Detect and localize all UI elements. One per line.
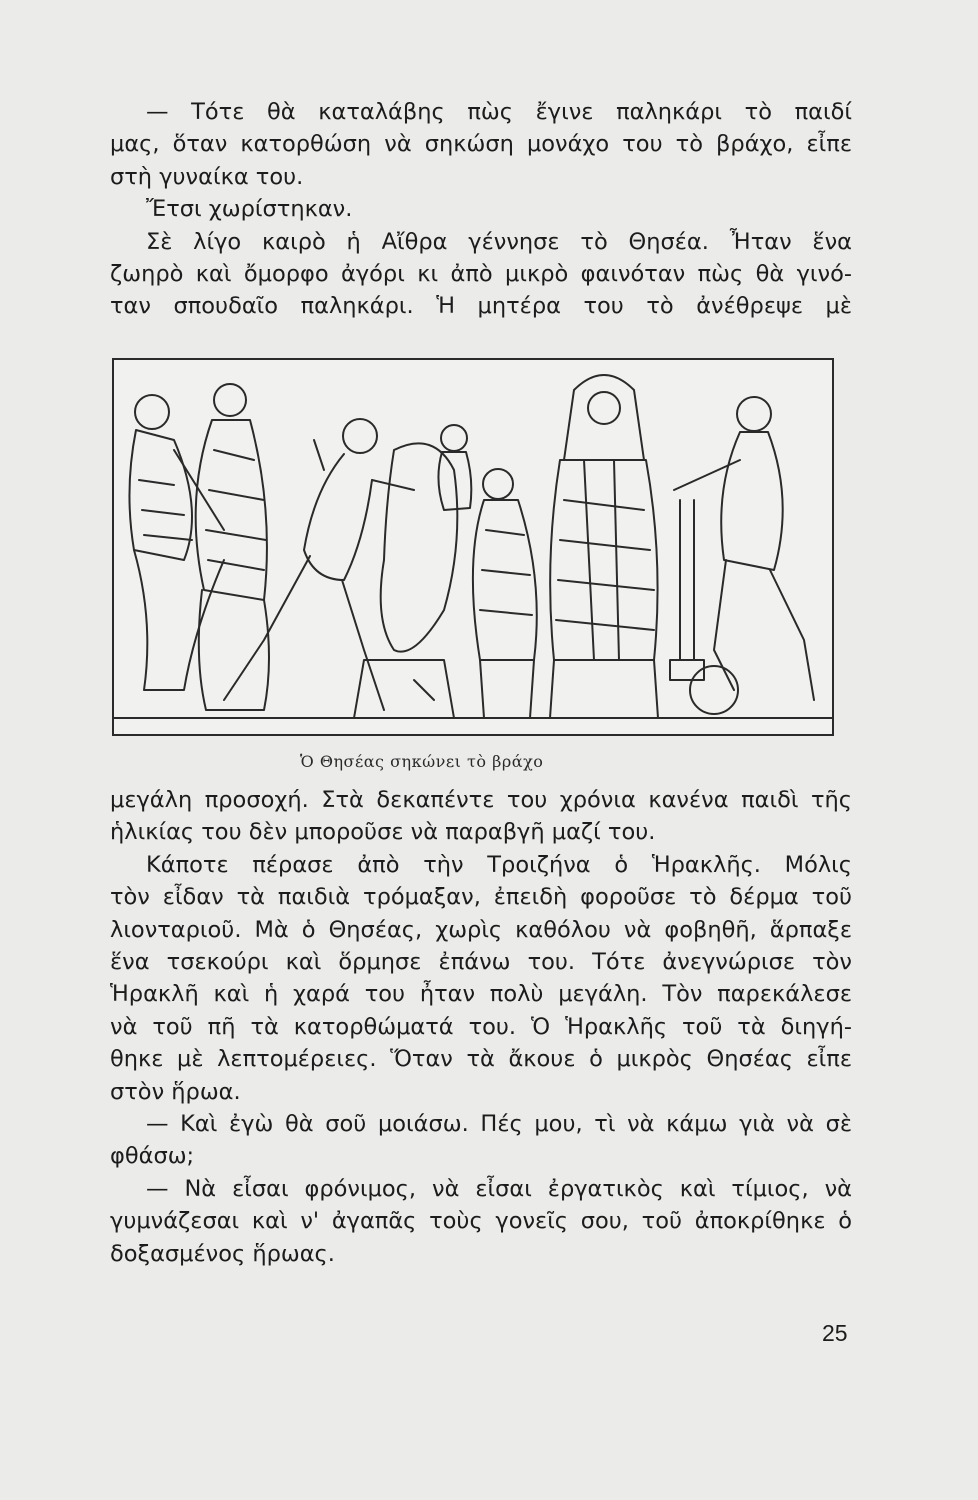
text-line: Σὲ λίγο καιρὸ ἡ Αἴθρα γέννησε τὸ Θησέα. Ἦταν ἕνα — [146, 228, 852, 255]
mourning-woman-figure — [473, 469, 537, 718]
text-line: νὰ τοῦ πῆ τὰ κατορθώματά του. Ὁ Ἡρακλῆς τοῦ τὰ διηγή- — [110, 1013, 852, 1040]
text-line: — Νὰ εἶσαι φρόνιμος, νὰ εἶσαι ἐργατικὸς καὶ τίμιος, νὰ — [146, 1175, 852, 1202]
text-line: λιονταριοῦ. Μὰ ὁ Θησέας, χωρὶς καθόλου νὰ φοβηθῆ, ἅρπαξε — [110, 916, 852, 943]
text-line: τὸν εἶδαν τὰ παιδιὰ τρόμαξαν, ἐπειδὴ φοροῦσε τὸ δέρμα τοῦ — [110, 884, 852, 911]
text-line: Ἡρακλῆ καὶ ἡ χαρά του ἦταν πολὺ μεγάλη. Τὸν παρεκάλεσε — [110, 981, 852, 1008]
sword-column — [670, 500, 738, 714]
text-line: ἡλικίας του δὲν μποροῦσε νὰ παραβγῆ μαζί του. — [110, 819, 656, 846]
text-line: ζωηρὸ καὶ ὄμορφο ἀγόρι κι ἀπὸ μικρὸ φαινόταν πὼς θὰ γινό- — [110, 261, 852, 288]
relief-illustration — [112, 358, 834, 736]
small-youth-figure — [438, 425, 471, 510]
standing-woman-figure — [196, 384, 269, 710]
body-text-top — [110, 96, 852, 323]
text-line: μεγάλη προσοχή. Στὰ δεκαπέντε του χρόνια κανένα παιδὶ τῆς — [110, 787, 852, 813]
text-line: φθάσω; — [110, 1143, 195, 1170]
text-line: ταν σπουδαῖο παληκάρι. Ἡ μητέρα του τὸ ἀνέθρεψε μὲ — [110, 293, 852, 320]
text-line: στὸν ἥρωα. — [110, 1078, 241, 1105]
text-line: Ἔτσι χωρίστηκαν. — [146, 196, 353, 223]
text-line: δοξασμένος ἥρωας. — [110, 1240, 335, 1267]
text-line: Κάποτε πέρασε ἀπὸ τὴν Τροιζήνα ὁ Ἡρακλῆς. Μόλις — [146, 851, 852, 878]
text-line: — Καὶ ἐγὼ θὰ σοῦ μοιάσω. Πές μου, τὶ νὰ κάμω γιὰ νὰ σὲ — [146, 1111, 852, 1138]
text-line: ἕνα τσεκούρι καὶ ὅρμησε ἐπάνω του. Τότε ἀνεγνώρισε τὸν — [110, 949, 852, 976]
theseus-figure — [224, 419, 414, 710]
relief-scene-image — [114, 360, 832, 734]
text-line: — Τότε θὰ καταλάβης πὼς ἔγινε παληκάρι τὸ παιδί — [146, 99, 852, 125]
aethra-figure — [550, 375, 658, 718]
body-text-bottom — [110, 784, 852, 1270]
rock-shape — [354, 443, 457, 718]
text-line: στὴ γυναίκα του. — [110, 163, 304, 190]
text-line: μας, ὅταν κατορθώση νὰ σηκώση μονάχο του τὸ βράχο, εἶπε — [110, 131, 852, 158]
illustration-caption: Ὁ Θησέας σηκώνει τὸ βράχο — [300, 752, 544, 771]
seated-woman-figure — [129, 395, 224, 690]
text-line: θηκε μὲ λεπτομέρειες. Ὅταν τὰ ἄκουε ὁ μικρὸς Θησέας εἶπε — [110, 1046, 852, 1073]
text-line: γυμνάζεσαι καὶ ν' ἀγαπᾶς τοὺς γονεῖς σου, τοῦ ἀποκρίθηκε ὁ — [110, 1208, 852, 1235]
page-number: 25 — [822, 1320, 848, 1346]
